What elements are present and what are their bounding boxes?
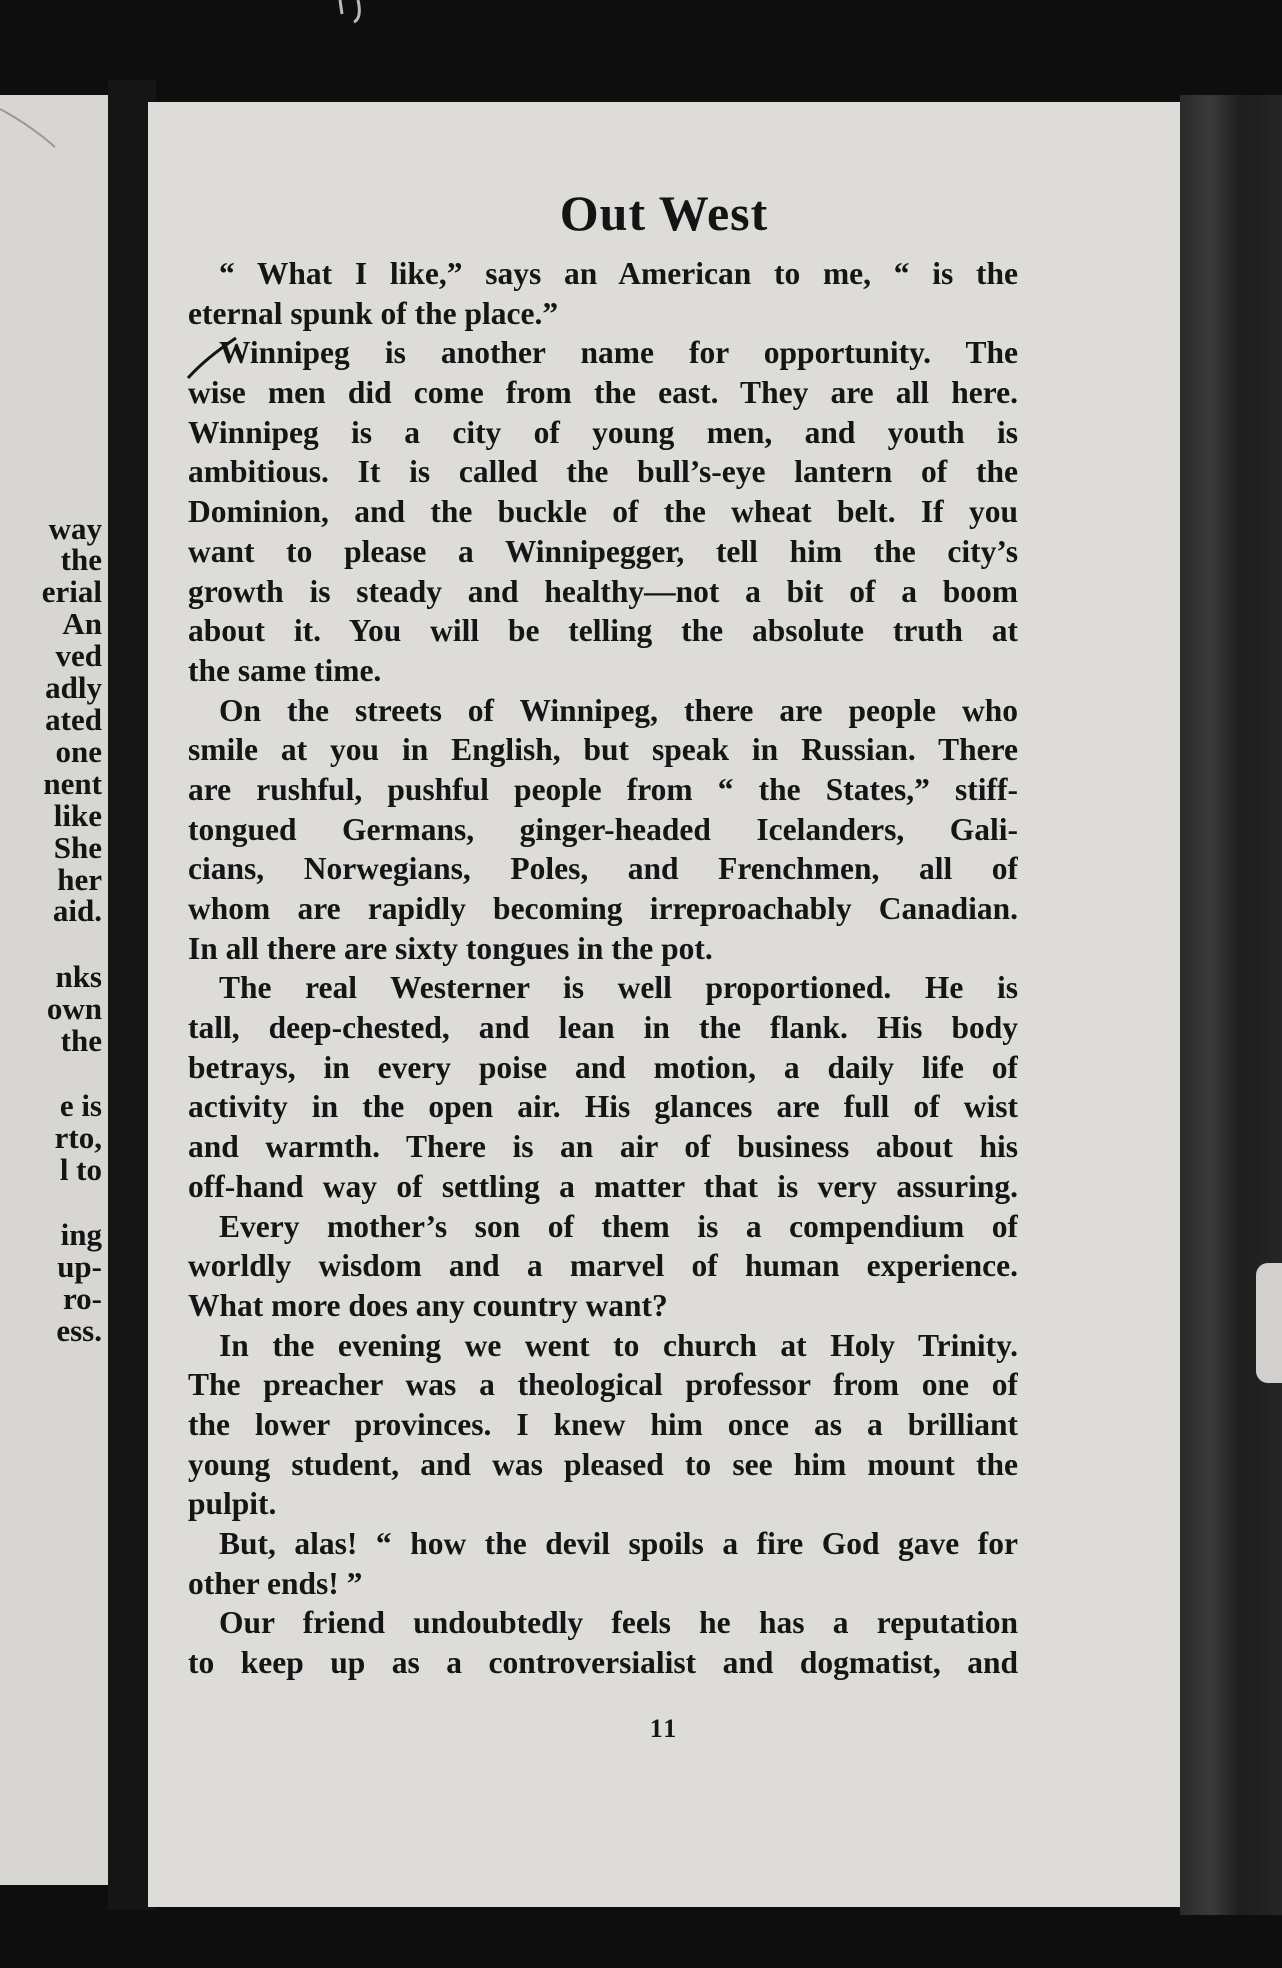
- text-line: Dominion, and the buckle of the wheat belt. If you: [188, 494, 1018, 530]
- text-line: cians, Norwegians, Poles, and Frenchmen, all of: [188, 851, 1018, 887]
- paper-tab: [1256, 1263, 1282, 1383]
- text-line: eternal spunk of the place.”: [188, 295, 559, 331]
- text-line: The preacher was a theological professor from one of: [188, 1367, 1018, 1403]
- text-line: Our friend undoubtedly feels he has a reputation: [219, 1605, 1018, 1641]
- adjacent-fragment: way: [48, 511, 102, 546]
- book-page: [148, 102, 1180, 1907]
- text-line: worldly wisdom and a marvel of human experience.: [188, 1248, 1018, 1284]
- text-line: other ends! ”: [188, 1565, 363, 1601]
- text-line: and warmth. There is an air of business about his: [188, 1129, 1018, 1165]
- text-line: The real Westerner is well proportioned. He is: [219, 970, 1018, 1006]
- page-title: Out West: [559, 185, 769, 241]
- page-number: 11: [649, 1714, 679, 1743]
- adjacent-fragment: aid.: [52, 893, 102, 928]
- adjacent-fragment: e is: [59, 1088, 102, 1123]
- adjacent-fragment: one: [55, 734, 102, 769]
- body-text: [188, 254, 1018, 1683]
- text-line: Winnipeg is another name for opportunity. The: [219, 335, 1018, 371]
- adjacent-fragment: ated: [45, 702, 102, 737]
- adjacent-fragment: the: [60, 542, 102, 577]
- page-scrap: [300, 0, 430, 30]
- text-line: activity in the open air. His glances are full of wist: [188, 1089, 1018, 1125]
- adjacent-fragment: She: [53, 830, 102, 865]
- text-line: Winnipeg is a city of young men, and youth is: [188, 414, 1018, 450]
- adjacent-fragment: nent: [43, 766, 102, 801]
- adjacent-fragment: ro-: [62, 1281, 102, 1316]
- adjacent-fragment: An: [62, 606, 102, 641]
- text-line: the same time.: [188, 652, 382, 688]
- adjacent-fragment: own: [46, 991, 102, 1026]
- text-line: the lower provinces. I knew him once as a brilliant: [188, 1406, 1018, 1442]
- text-line: tongued Germans, ginger-headed Icelanders, Gali-: [188, 811, 1018, 847]
- text-line: are rushful, pushful people from “ the States,” stiff-: [188, 771, 1018, 807]
- text-line: betrays, in every poise and motion, a daily life of: [188, 1049, 1018, 1085]
- adjacent-fragment: the: [60, 1023, 102, 1058]
- text-line: pulpit.: [188, 1486, 277, 1522]
- text-line: tall, deep-chested, and lean in the flank. His body: [188, 1010, 1018, 1046]
- text-line: off-hand way of settling a matter that is very assuring.: [188, 1168, 1018, 1204]
- adjacent-fragment: erial: [41, 574, 102, 609]
- adjacent-fragment: ess.: [56, 1313, 102, 1348]
- text-line: ambitious. It is called the bull’s-eye lantern of the: [188, 454, 1018, 490]
- adjacent-page: [0, 95, 108, 1885]
- text-line: young student, and was pleased to see him mount the: [188, 1446, 1018, 1482]
- page-edge: [1180, 95, 1282, 1915]
- text-line: But, alas! “ how the devil spoils a fire God gave for: [219, 1526, 1018, 1561]
- adjacent-fragment: adly: [45, 670, 102, 705]
- text-line: In all there are sixty tongues in the pot.: [188, 930, 713, 966]
- adjacent-fragment: nks: [55, 959, 102, 994]
- text-line: On the streets of Winnipeg, there are people who: [219, 692, 1018, 728]
- adjacent-fragment: rto,: [54, 1120, 102, 1155]
- text-line: growth is steady and healthy—not a bit of a boom: [188, 573, 1018, 609]
- text-line: want to please a Winnipegger, tell him the city’s: [188, 533, 1018, 569]
- text-line: whom are rapidly becoming irreproachably Canadian.: [188, 891, 1018, 926]
- text-line: In the evening we went to church at Holy Trinity.: [219, 1327, 1018, 1363]
- adjacent-fragment: l to: [59, 1152, 102, 1187]
- adjacent-fragment: ing: [60, 1217, 102, 1252]
- adjacent-fragment: her: [57, 862, 102, 897]
- adjacent-fragment: ved: [55, 638, 102, 673]
- text-line: What more does any country want?: [188, 1287, 668, 1323]
- text-line: “ What I like,” says an American to me, “ is the: [219, 256, 1018, 291]
- text-line: to keep up as a controversialist and dogmatist, and: [188, 1645, 1018, 1681]
- text-line: wise men did come from the east. They are all here.: [188, 375, 1018, 411]
- adjacent-fragment: like: [53, 798, 102, 833]
- text-line: about it. You will be telling the absolute truth at: [188, 613, 1018, 649]
- adjacent-fragment: up-: [57, 1249, 102, 1284]
- text-line: smile at you in English, but speak in Russian. There: [188, 732, 1018, 768]
- text-line: Every mother’s son of them is a compendium of: [219, 1208, 1018, 1244]
- stain-mark: [0, 95, 108, 215]
